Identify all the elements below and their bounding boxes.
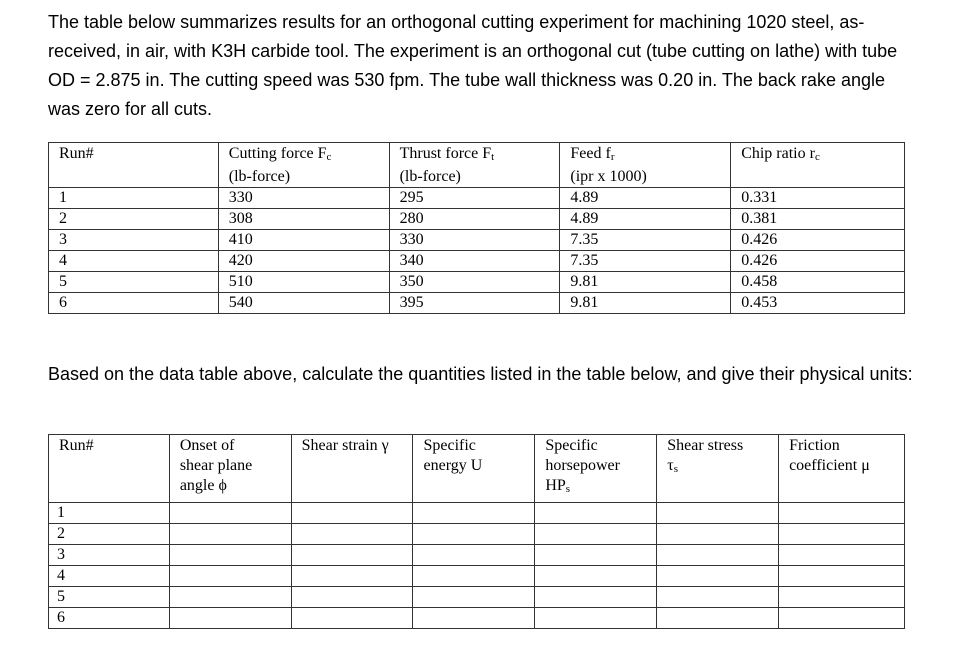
empty-cell[interactable] (413, 608, 535, 629)
empty-cell[interactable] (535, 608, 657, 629)
cell-thrust-force: 350 (389, 272, 560, 293)
cell-chip-ratio: 0.426 (731, 230, 905, 251)
intro-paragraph: The table below summarizes results for an orthogonal cutting experiment for machining 1020 steel, as-received, in air, with K3H carbide tool. The experiment is an orthogonal cut (tube cutting on lathe) with tube OD = 2.875 in. The cutting speed was 530 fpm. The tube wall thickness was 0.20 in. The back rake angle was zero for all cuts. (48, 12, 898, 119)
cell-run: 4 (49, 251, 219, 272)
table-row (49, 608, 905, 629)
table-row (49, 251, 905, 272)
cell-cutting-force: 510 (218, 272, 389, 293)
cell-run: 3 (49, 230, 219, 251)
cell-run: 3 (49, 545, 170, 566)
table-header-row (49, 143, 905, 188)
table-row (49, 524, 905, 545)
cell-run: 2 (49, 524, 170, 545)
empty-cell[interactable] (413, 503, 535, 524)
empty-cell[interactable] (169, 545, 291, 566)
cell-feed: 9.81 (560, 272, 731, 293)
cell-thrust-force: 340 (389, 251, 560, 272)
table-row (49, 230, 905, 251)
empty-cell[interactable] (291, 587, 413, 608)
cell-thrust-force: 280 (389, 209, 560, 230)
empty-cell[interactable] (779, 524, 905, 545)
empty-cell[interactable] (657, 608, 779, 629)
empty-cell[interactable] (779, 545, 905, 566)
table-row (49, 566, 905, 587)
table-row (49, 209, 905, 230)
empty-cell[interactable] (657, 545, 779, 566)
header-specific-horsepower: Specific horsepower $HP_s$ (535, 435, 657, 503)
cell-run: 4 (49, 566, 170, 587)
empty-cell[interactable] (169, 524, 291, 545)
cell-chip-ratio: 0.458 (731, 272, 905, 293)
empty-cell[interactable] (169, 608, 291, 629)
empty-cell[interactable] (413, 524, 535, 545)
empty-cell[interactable] (779, 587, 905, 608)
empty-cell[interactable] (291, 524, 413, 545)
table-row (49, 293, 905, 314)
empty-cell[interactable] (535, 524, 657, 545)
empty-cell[interactable] (779, 503, 905, 524)
cell-chip-ratio: 0.331 (731, 188, 905, 209)
empty-cell[interactable] (291, 545, 413, 566)
cell-feed: 9.81 (560, 293, 731, 314)
empty-cell[interactable] (169, 566, 291, 587)
empty-cell[interactable] (169, 587, 291, 608)
cell-thrust-force: 395 (389, 293, 560, 314)
empty-cell[interactable] (657, 566, 779, 587)
cell-run: 5 (49, 272, 219, 293)
empty-cell[interactable] (535, 566, 657, 587)
cell-run: 5 (49, 587, 170, 608)
empty-cell[interactable] (779, 566, 905, 587)
table-row (49, 503, 905, 524)
header-specific-energy: Specific energy U (413, 435, 535, 503)
cell-cutting-force: 540 (218, 293, 389, 314)
header-thrust-force: Thrust force $F_t$ (lb-force) (389, 143, 560, 188)
table-row (49, 272, 905, 293)
cell-cutting-force: 308 (218, 209, 389, 230)
cell-run: 1 (49, 503, 170, 524)
empty-cell[interactable] (535, 545, 657, 566)
cell-thrust-force: 295 (389, 188, 560, 209)
cell-feed: 7.35 (560, 230, 731, 251)
cell-feed: 4.89 (560, 209, 731, 230)
cell-chip-ratio: 0.453 (731, 293, 905, 314)
cell-cutting-force: 330 (218, 188, 389, 209)
header-shear-strain: Shear strain γ (291, 435, 413, 503)
cell-run: 6 (49, 608, 170, 629)
cell-cutting-force: 420 (218, 251, 389, 272)
experiment-data-table (48, 142, 905, 314)
empty-cell[interactable] (169, 503, 291, 524)
cell-feed: 4.89 (560, 188, 731, 209)
cell-chip-ratio: 0.426 (731, 251, 905, 272)
empty-cell[interactable] (657, 524, 779, 545)
table-header-row (49, 435, 905, 503)
empty-cell[interactable] (413, 545, 535, 566)
empty-cell[interactable] (779, 608, 905, 629)
empty-cell[interactable] (657, 503, 779, 524)
cell-thrust-force: 330 (389, 230, 560, 251)
header-cutting-force: Cutting force $F_c$ (lb-force) (218, 143, 389, 188)
calculation-table (48, 434, 905, 629)
header-run: Run# (49, 143, 219, 188)
header-friction-coefficient: Friction coefficient μ (779, 435, 905, 503)
header-shear-plane-angle: Onset of shear plane angle ϕ (169, 435, 291, 503)
cell-chip-ratio: 0.381 (731, 209, 905, 230)
empty-cell[interactable] (291, 566, 413, 587)
empty-cell[interactable] (535, 587, 657, 608)
table-row (49, 545, 905, 566)
header-chip-ratio: Chip ratio $r_c$ (731, 143, 905, 188)
empty-cell[interactable] (291, 503, 413, 524)
empty-cell[interactable] (291, 608, 413, 629)
empty-cell[interactable] (535, 503, 657, 524)
empty-cell[interactable] (413, 587, 535, 608)
empty-cell[interactable] (413, 566, 535, 587)
instruction-paragraph: Based on the data table above, calculate the quantities listed in the table below, and give their physical units: (48, 364, 913, 384)
cell-run: 2 (49, 209, 219, 230)
table-row (49, 188, 905, 209)
cell-run: 1 (49, 188, 219, 209)
empty-cell[interactable] (657, 587, 779, 608)
header-shear-stress: Shear stress $\tau_s$ (657, 435, 779, 503)
cell-feed: 7.35 (560, 251, 731, 272)
header-feed: Feed $f_r$ (ipr x 1000) (560, 143, 731, 188)
table-row (49, 587, 905, 608)
cell-cutting-force: 410 (218, 230, 389, 251)
header-run: Run# (49, 435, 170, 503)
cell-run: 6 (49, 293, 219, 314)
